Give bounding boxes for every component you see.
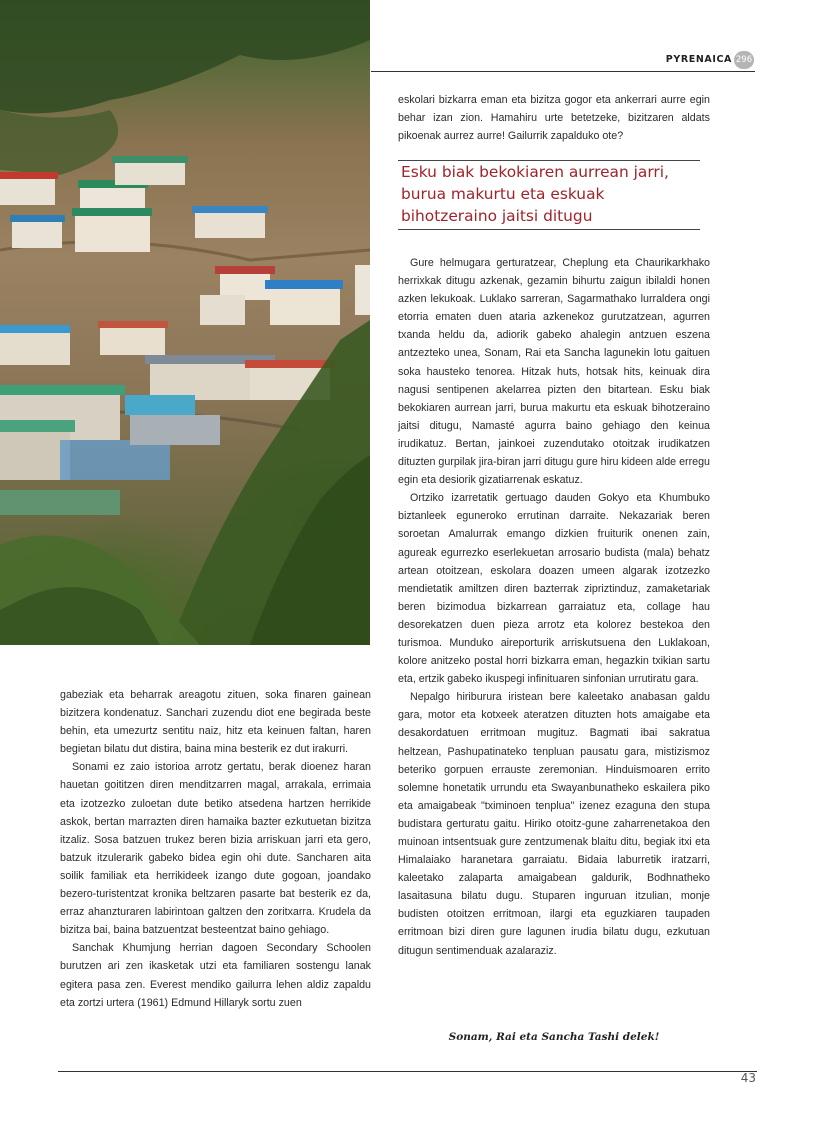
footer-rule: [58, 1071, 757, 1072]
photo-scene: [0, 0, 370, 645]
magazine-title: PYRENAICA: [665, 54, 732, 65]
left-paragraph-3: Sanchak Khumjung herrian dagoen Secondary Schoolen burutzen ari zen ikasketak utzi eta familiaren sostengu lanak egitera pasa zen. Everest mendiko gailurra lehen aldiz zapaldu eta zortzi urtera (1961) Edmund Hillaryk sortu zuen: [60, 942, 371, 1009]
issue-badge: 296: [734, 51, 754, 69]
left-column: [60, 686, 371, 1012]
page-number: 43: [740, 1071, 756, 1085]
right-paragraph-3: Nepalgo hiriburura iristean bere kaleetako anabasan galdu gara, motor eta kotxeek ateratzen dituzten hots amaigabe eta desakordatuen erritmoan mugituz. Bagmati ibai sakratua heltzean, Pashupatinateko tenpluan pausatu gara, mistizismoz beteriko gorpuen errauste zeremonian. Hinduismoaren errito solemne honetatik urrundu eta Swayanbunatheko eskailera piko eta amaigabeak "tximinoen tenplua" izenez ezaguna den stupa budistara gerturatu gaitu. Hiriko otoitz-gune zaharrenetakoa den muinoan intsentsuak gure zentzumenak blaitu ditu, begiak itxi eta Himalaiako haranetara garraiatu. Bidaia laburretik iratzarri, kaleetako zalaparta amaigabean galdurik, Bodhnatheko lasaitasuna bilatu dugu. Stuparen inguruan itzulian, monje budisten otoitzen erritmoan, ilargi eta eguzkiaren taupaden erritmoan bizi diren gure lagunen irudia bilatu dugu, ezkutuan ditugun sentimenduak azalaraziz.: [398, 691, 710, 957]
left-paragraph-2: Sonami ez zaio istorioa arrotz gertatu, berak dioenez haran hauetan goititzen diren menditzarren magal, arrakala, errimaia eta izotzezko zuloetan dute betiko atsedena hartzen herrikide askok, bertan marrazten diren hamaika bazter ezkutuetan bizitza itzaliz. Sosa batzuen trukez beren bizia arriskuan jarri eta gero, batzuk itzulerarik gabeko bidea egin ohi dute. Sancharen aita soilik familiak eta herrikideek izango dute gogoan, joandako bezero-turistentzat kronika beltzaren pasarte bat besterik ez da, erraz ahanzturaren labirintoan galtzen den zoritxarra. Krudela da bizitza bai, baina batzuentzat besteentzat baino gehiago.: [60, 761, 371, 937]
left-paragraph-1: gabeziak eta beharrak areagotu zituen, soka finaren gainean bizitzera kondenatuz. Sanchari zuzendu diot ene begirada beste behin, eta umezurtz sentitu naiz, hitz eta keinuen faltan, haren begietan bilatu dut distira, baina mina besterik ez dut irakurri.: [60, 689, 371, 756]
right-paragraph-2: Ortziko izarretatik gertuago dauden Gokyo eta Khumbuko biztanleek eguneroko errutinan darraite. Nekazariak beren soroetan Amalurrak emango dizkien fruiturik onenen zain, agureak egurrezko eserlekuetan arrosario budista (mala) behatz artean otoitzean, eskolara doazen umeen algarak izotzezko mendietatik amiltzen diren bazterrak zipriztinduz, zamaketariak beren bizimodua bizkarrean garraiatuz eta, collage hau desorekatzen duen pieza arrotz eta kolorez bestekoa den turismoa. Munduko aireporturik arriskutsuena den Luklakoan, kolore anitzeko postal horri bizkarra eman, hegazkin txikian sartu eta, ertzik gabeko ikuspegi infinituaren sinfonian urrutiratu gara.: [398, 492, 710, 686]
header-rule: [371, 71, 755, 72]
right-intro: [398, 91, 710, 145]
village-hillside-photo: [0, 0, 370, 645]
right-intro-paragraph: eskolari bizkarra eman eta bizitza gogor eta ankerrari aurre egin behar izan zion. Hamahiru urte betetzeke, bizitzaren aldats pikoenak aurrez aurre! Gailurrik zapalduko ote?: [398, 94, 710, 143]
signature: Sonam, Rai eta Sancha Tashi delek!: [448, 1031, 660, 1043]
pullquote-bottom-rule: [398, 229, 700, 230]
right-column: [398, 254, 710, 960]
pullquote: Esku biak bekokiaren aurrean jarri, burua makurtu eta eskuak bihotzeraino jaitsi ditugu: [401, 163, 669, 225]
right-paragraph-1: Gure helmugara gerturatzear, Cheplung eta Chaurikarkhako herrixkak ditugu azkenak, gezamin bihurtu zaigun ibilaldi honen azken lekukoak. Luklako sarreran, Sagarmathako lurraldera ongi etorria ematen duen ataria azkenekoz gurutzatzean, agurren txanda heldu da, adiorik gabeko ahalegin antzuen eszena antzezteko unea, Sonam, Rai eta Sancha lagunekin lotu gaituen soka hausteko tenorea. Hitzak huts, hotsak hits, keinuak dira nagusi sentipenen akelarrea pizten den bitartean. Esku biak bekokiaren aurrean jarri, burua makurtu eta eskuak bihotzeraino jaitsi ditugu, Namasté agurra baino gehiago den keinua irudikatuz. Bertan, jainkoei zuzendutako otoitzak irudikatzen dituzten gurpilak jira-biran jarri ditugu gure hiru kideen alde erregu egin eta desiorik gizatiarrenak eskatuz.: [398, 257, 710, 487]
